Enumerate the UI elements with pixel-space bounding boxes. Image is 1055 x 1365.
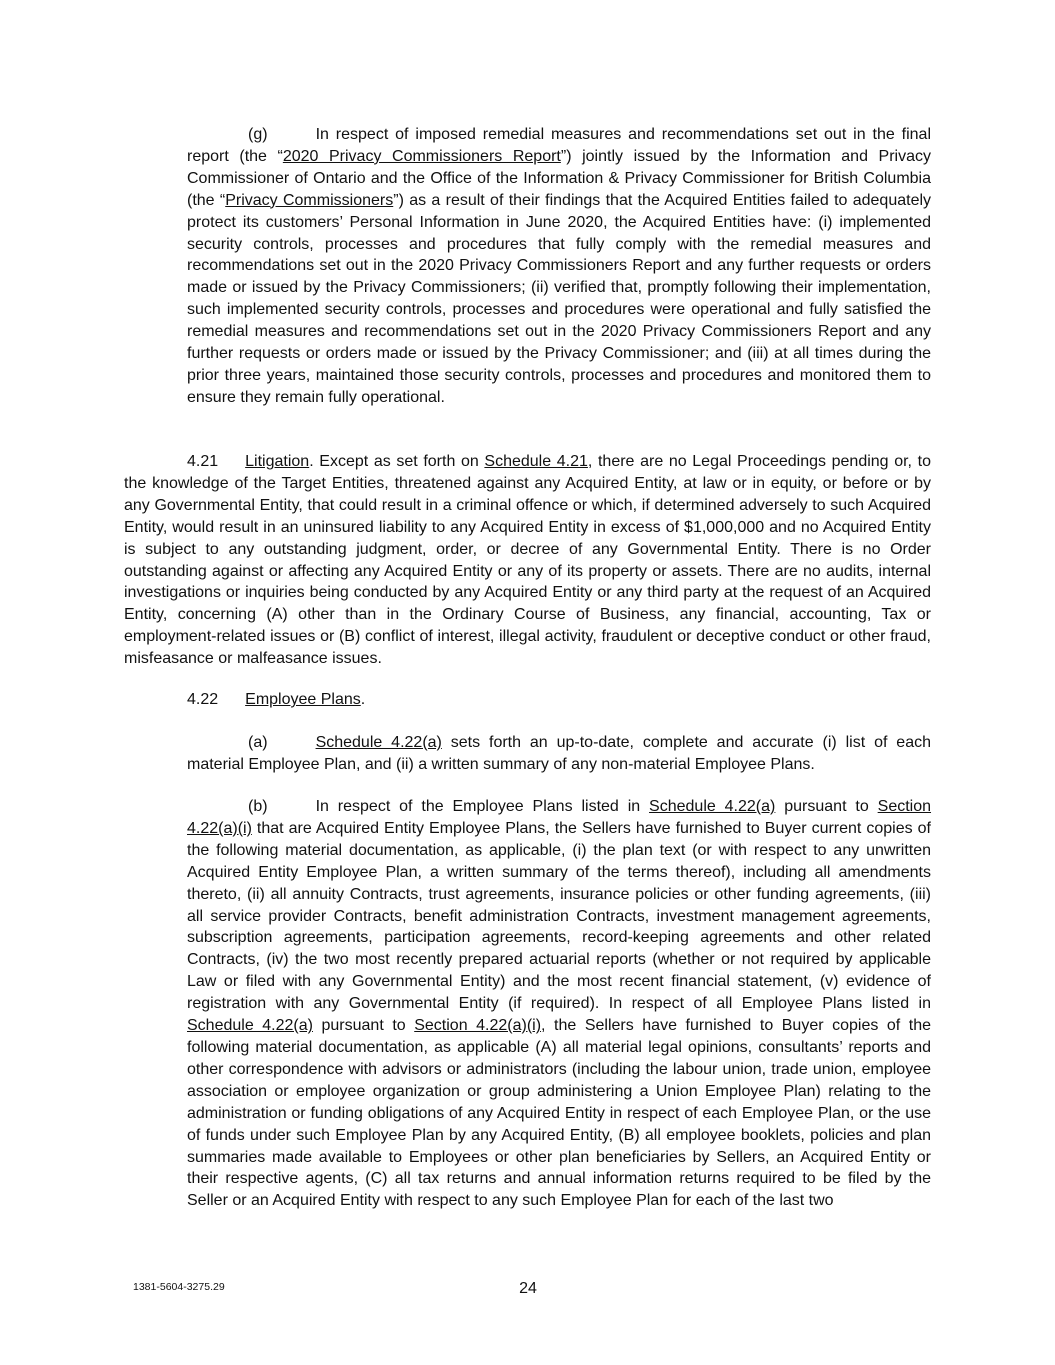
paragraph-a-label: (a) bbox=[248, 734, 268, 751]
paragraph-b-label: (b) bbox=[248, 798, 268, 815]
section-4-22ai-reference: Section 4.22(a)(i) bbox=[187, 798, 932, 837]
schedule-4-21-reference: Schedule 4.21 bbox=[484, 453, 588, 470]
paragraph-b-text-2: pursuant to bbox=[775, 798, 878, 815]
schedule-4-22a-reference: Schedule 4.22(a) bbox=[649, 798, 776, 815]
schedule-4-22a-reference: Schedule 4.22(a) bbox=[187, 1017, 313, 1035]
defined-term-privacy-commissioners: Privacy Commissioners bbox=[225, 191, 394, 209]
paragraph-g-text-3: ”) as a result of their findings that the Acquired Entities failed to adequately protect its customers’ Personal Information in June 2020, the Acquired Entities have: (i) implemented security controls, processes and procedures that fully comply with the remedial measures and recommendations set out in the 2020 Privacy Commissioners Report and any further requests or orders made or issued by the Privacy Commissioners; (ii) verified that, promptly following their implementation, such implemented security controls, processes and procedures were operational and fully satisfied the remedial measures and recommendations set out in the 2020 Privacy Commissioners Report and any further requests or orders made or issued by the Privacy Commissioner; and (iii) at all times during the prior three years, maintained those security controls, processes and procedures and monitored them to ensure they remain fully operational. bbox=[187, 191, 932, 406]
defined-term-2020-privacy-commissioners-report: 2020 Privacy Commissioners Report bbox=[282, 147, 561, 165]
section-4-22-heading: Employee Plans bbox=[245, 691, 361, 708]
paragraph-b-text-3: that are Acquired Entity Employee Plans, the Sellers have furnished to Buyer current copies of the following material documentation, as applicable, (i) the plan text (or with respect to any unwritten Acquired Entity Employee Plan, a written summary of the terms thereof), including all amendments thereto, (ii) all annuity Contracts, trust agreements, insurance policies or other funding agreements, (iii) all service provider Contracts, benefit administration Contracts, investment management agreements, subscription agreements, participation agreements, record-keeping agreements and other related Contracts, (iv) the two most recently prepared actuarial reports (whether or not required by applicable Law or filed with any Governmental Entity) and the most recent financial statement, (v) evidence of registration with any Governmental Entity (if required). In respect of all Employee Plans listed in bbox=[187, 819, 931, 1013]
section-4-21-text-1: . Except as set forth on bbox=[309, 453, 485, 470]
paragraph-b-text-4: pursuant to bbox=[312, 1017, 415, 1035]
page-number: 24 bbox=[519, 1280, 537, 1297]
section-4-22ai-reference: Section 4.22(a)(i) bbox=[414, 1017, 542, 1035]
paragraph-a bbox=[187, 732, 931, 776]
section-4-22-heading-line bbox=[187, 689, 931, 711]
paragraph-g-label: (g) bbox=[248, 126, 268, 143]
paragraph-g-text-1: In respect of imposed remedial measures and recommendations set out in the final report (the “ bbox=[187, 126, 931, 165]
section-4-21 bbox=[124, 451, 931, 670]
paragraph-b-text-5: , the Sellers have furnished to Buyer copies of the following material documentation, as applicable (A) all material legal opinions, consultants’ reports and other correspondence with advisors or administrators (including the labour union, trade union, employee association or employee organization or group administering a Union Employee Plan) relating to the administration or funding obligations of any Acquired Entity in respect of each Employee Plan, or the use of funds under such Employee Plan by any Acquired Entity, (B) all employee booklets, policies and plan summaries made available to Employees or other plan beneficiaries by Sellers, an Acquired Entity or their respective agents, (C) all tax returns and annual information returns required to be filed by the Seller or an Acquired Entity with respect to any such Employee Plan for each of the last two bbox=[187, 1017, 932, 1210]
document-id: 1381-5604-3275.29 bbox=[133, 1281, 225, 1293]
paragraph-b bbox=[187, 796, 931, 1212]
section-4-21-heading: Litigation bbox=[245, 453, 310, 470]
paragraph-g-text-2: ”) jointly issued by the Information and Privacy Commissioner of Ontario and the Office of the Information & Privacy Commissioner for British Columbia (the “ bbox=[187, 147, 931, 209]
section-4-21-text-2: , there are no Legal Proceedings pending or, to the knowledge of the Target Entities, threatened against any Acquired Entity, at law or in equity, or before or by any Governmental Entity, that could result in a criminal offence or which, if determined adversely to such Acquired Entity, would result in an uninsured liability to any Acquired Entity in excess of $1,000,000 and no Acquired Entity is subject to any outstanding judgment, order, or decree of any Governmental Entity. There is no Order outstanding against or affecting any Acquired Entity or any of its property or assets. There are no audits, internal investigations or inquiries being conducted by any Acquired Entity or any third party at the request of an Acquired Entity, concerning (A) other than in the Ordinary Course of Business, any financial, accounting, Tax or employment-related issues or (B) conflict of interest, illegal activity, fraudulent or deceptive conduct or other fraud, misfeasance or malfeasance issues. bbox=[124, 453, 931, 668]
section-4-22-number: 4.22 bbox=[187, 691, 219, 708]
paragraph-b-text-1: In respect of the Employee Plans listed in bbox=[315, 798, 650, 815]
section-4-22-period: . bbox=[360, 691, 366, 708]
paragraph-a-text: sets forth an up-to-date, complete and accurate (i) list of each material Employee Plan, and (ii) a written summary of any non-material Employee Plans. bbox=[187, 734, 931, 773]
section-4-21-number: 4.21 bbox=[187, 453, 219, 470]
schedule-4-22a-reference: Schedule 4.22(a) bbox=[315, 734, 442, 751]
paragraph-g bbox=[187, 124, 931, 409]
